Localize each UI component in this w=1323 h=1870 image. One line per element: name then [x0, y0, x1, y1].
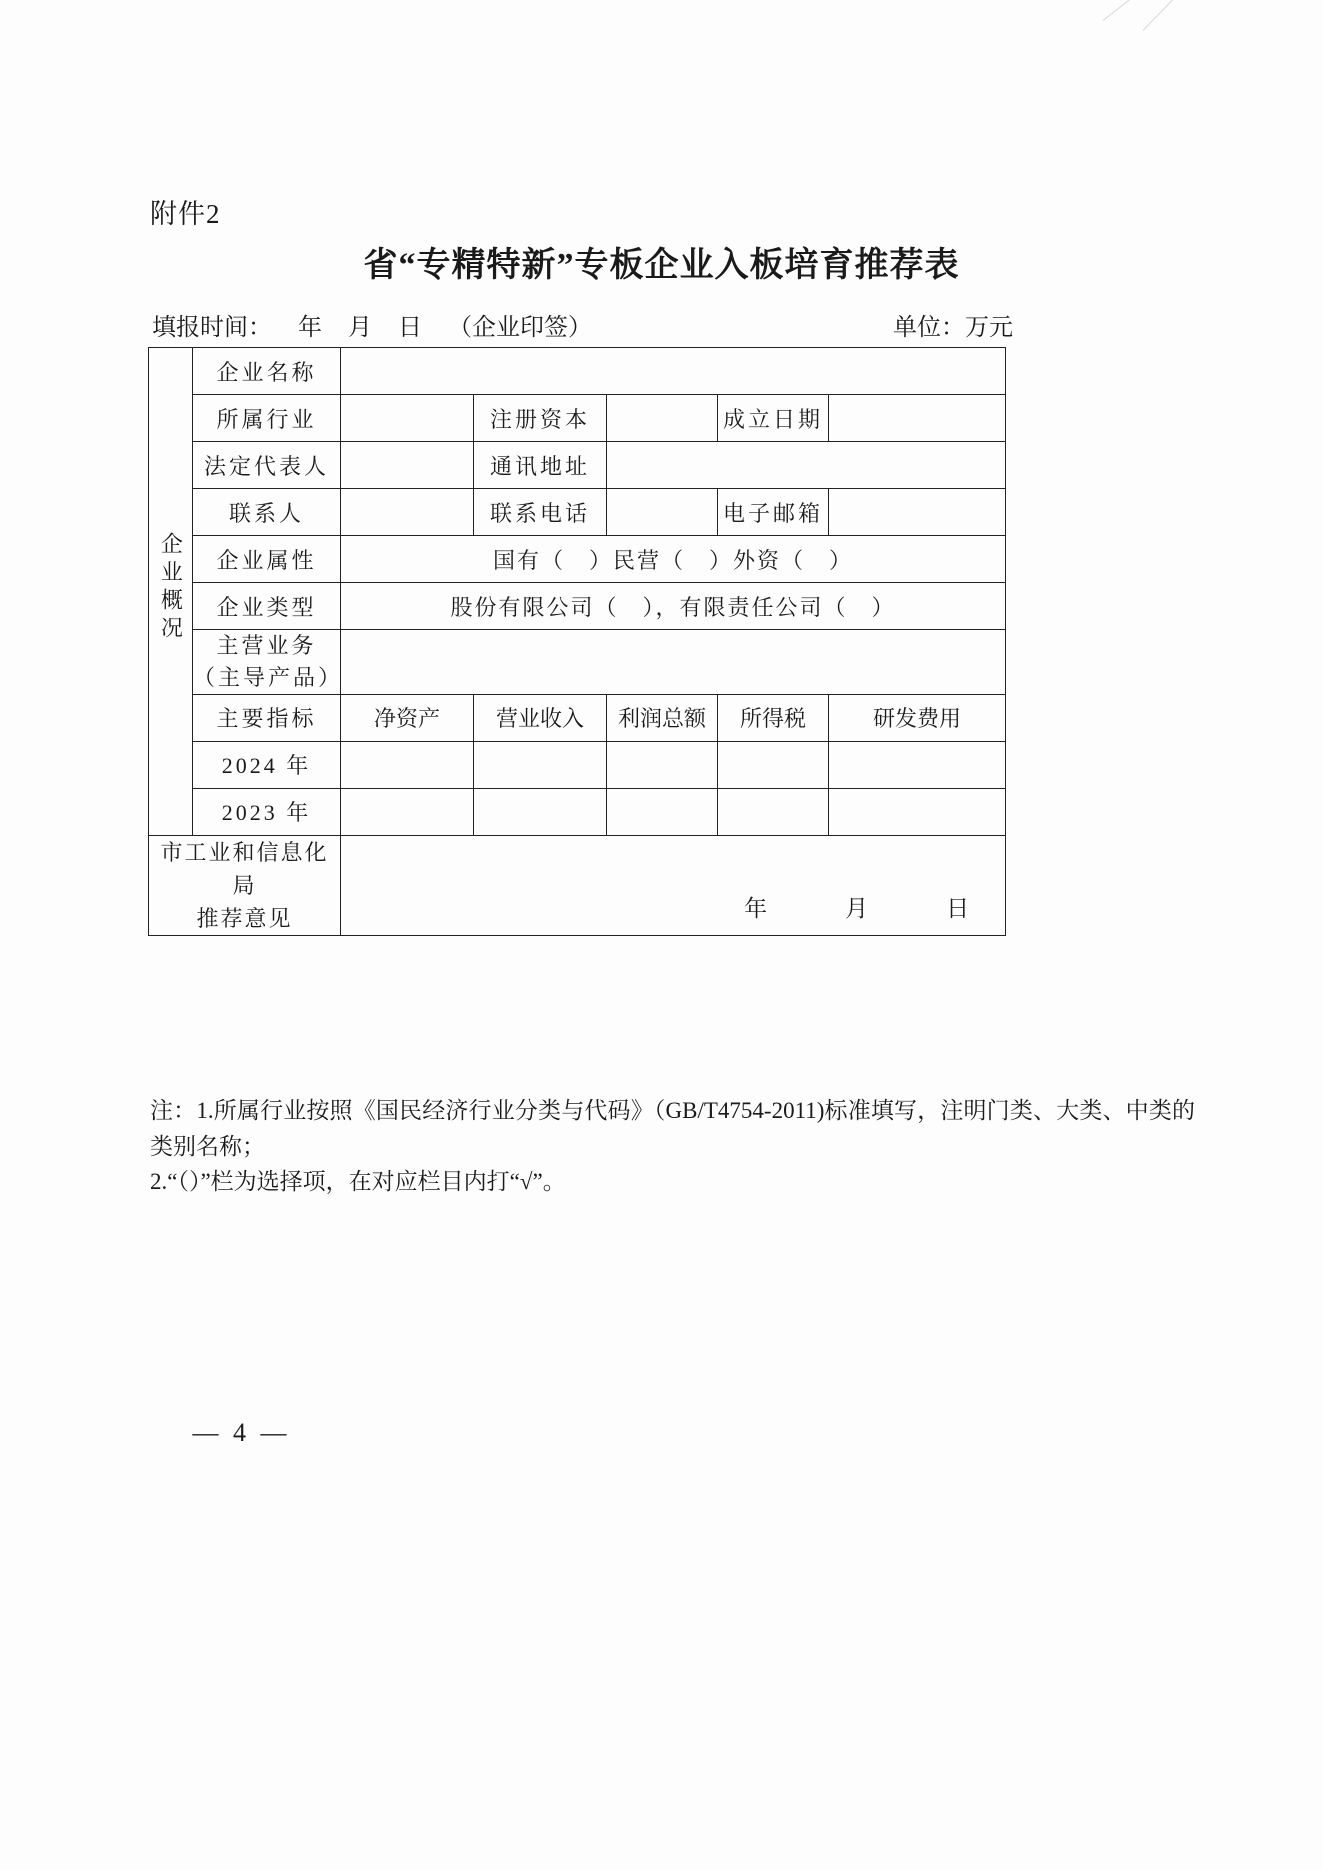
opinion-date-line — [341, 836, 1005, 935]
fill-time-year: 年 — [298, 315, 322, 341]
indicator-column-income-tax: 所得税 — [718, 694, 829, 741]
table-row — [149, 694, 1006, 741]
fill-time-month: 月 — [348, 315, 372, 341]
indicator-column-profit: 利润总额 — [607, 694, 718, 741]
opinion-date-year: 年 — [744, 895, 768, 921]
form-notes — [150, 1093, 1195, 1200]
year-2024-net-assets[interactable] — [341, 741, 474, 788]
opinion-date-month: 月 — [845, 895, 869, 921]
industry-value[interactable] — [341, 395, 474, 442]
section-label-cell — [149, 348, 193, 836]
meta-row — [152, 307, 1173, 342]
indicator-column-revenue: 营业收入 — [474, 694, 607, 741]
year-2023-net-assets[interactable] — [341, 788, 474, 835]
indicator-column-net-assets: 净资产 — [341, 694, 474, 741]
main-business-label — [193, 630, 344, 695]
table-row — [149, 348, 1006, 395]
recommendation-form-table — [148, 347, 1006, 936]
year-2023-rd-expense[interactable] — [829, 788, 1006, 835]
table-row — [149, 395, 1006, 442]
opinion-label-line1: 市工业和信息化局 — [160, 839, 329, 898]
page-fold-mark — [1023, 0, 1323, 180]
main-business-value[interactable] — [341, 630, 1006, 695]
attachment-label: 附件2 — [150, 199, 221, 229]
establish-date-label: 成立日期 — [718, 395, 829, 442]
section-label-text: 企业概况 — [158, 532, 184, 645]
year-2023-revenue[interactable] — [474, 788, 607, 835]
unit-note: 单位：万元 — [893, 315, 1013, 341]
company-name-label: 企业名称 — [193, 348, 341, 395]
address-label: 通讯地址 — [474, 442, 607, 489]
note-line-2: 2.“（）”栏为选择项，在对应栏目内打“√”。 — [150, 1169, 566, 1195]
table-row — [149, 442, 1006, 489]
year-label-2024: 2024 年 — [193, 741, 341, 788]
phone-label: 联系电话 — [474, 489, 607, 536]
address-value[interactable] — [607, 442, 1006, 489]
page-title: 省“专精特新”专板企业入板培育推荐表 — [363, 247, 960, 284]
table-row — [149, 788, 1006, 835]
table-row — [149, 741, 1006, 788]
opinion-date-day: 日 — [946, 895, 970, 921]
email-label: 电子邮箱 — [718, 489, 829, 536]
industry-label: 所属行业 — [193, 395, 341, 442]
type-label: 企业类型 — [193, 583, 341, 630]
establish-date-value[interactable] — [829, 395, 1006, 442]
opinion-content-cell[interactable] — [341, 835, 1006, 935]
main-business-label-line2: （主导产品） — [193, 664, 344, 690]
fill-time-group — [152, 307, 592, 342]
note-line-1: 注：1.所属行业按照《国民经济行业分类与代码》（GB/T4754-2011)标准填写，注明门类、大类、中类的类别名称； — [150, 1098, 1195, 1159]
fill-time-label: 填报时间： — [152, 315, 272, 341]
opinion-label — [149, 835, 341, 935]
table-row — [149, 583, 1006, 630]
table-row — [149, 835, 1006, 935]
table-row — [149, 630, 1006, 695]
seal-note: （企业印签） — [448, 315, 592, 341]
year-2024-income-tax[interactable] — [718, 741, 829, 788]
year-2023-profit[interactable] — [607, 788, 718, 835]
year-2024-profit[interactable] — [607, 741, 718, 788]
legal-rep-label: 法定代表人 — [193, 442, 341, 489]
opinion-label-line2: 推荐意见 — [196, 905, 293, 931]
year-label-2023: 2023 年 — [193, 788, 341, 835]
registered-capital-value[interactable] — [607, 395, 718, 442]
main-business-label-line1: 主营业务 — [216, 633, 317, 658]
email-value[interactable] — [829, 489, 1006, 536]
contact-label: 联系人 — [193, 489, 341, 536]
fill-time-day: 日 — [398, 315, 422, 341]
legal-rep-value[interactable] — [341, 442, 474, 489]
phone-value[interactable] — [607, 489, 718, 536]
table-row — [149, 536, 1006, 583]
year-2024-revenue[interactable] — [474, 741, 607, 788]
table-row — [149, 489, 1006, 536]
registered-capital-label: 注册资本 — [474, 395, 607, 442]
attribute-label: 企业属性 — [193, 536, 341, 583]
year-2024-rd-expense[interactable] — [829, 741, 1006, 788]
contact-value[interactable] — [341, 489, 474, 536]
page-number: — 4 — — [192, 1418, 291, 1447]
attribute-options[interactable]: 国有（ ）民营（ ）外资（ ） — [341, 536, 1006, 583]
type-options[interactable]: 股份有限公司（ ），有限责任公司（ ） — [341, 583, 1006, 630]
indicators-header-label: 主要指标 — [193, 694, 341, 741]
year-2023-income-tax[interactable] — [718, 788, 829, 835]
company-name-value[interactable] — [341, 348, 1006, 395]
indicator-column-rd-expense: 研发费用 — [829, 694, 1006, 741]
